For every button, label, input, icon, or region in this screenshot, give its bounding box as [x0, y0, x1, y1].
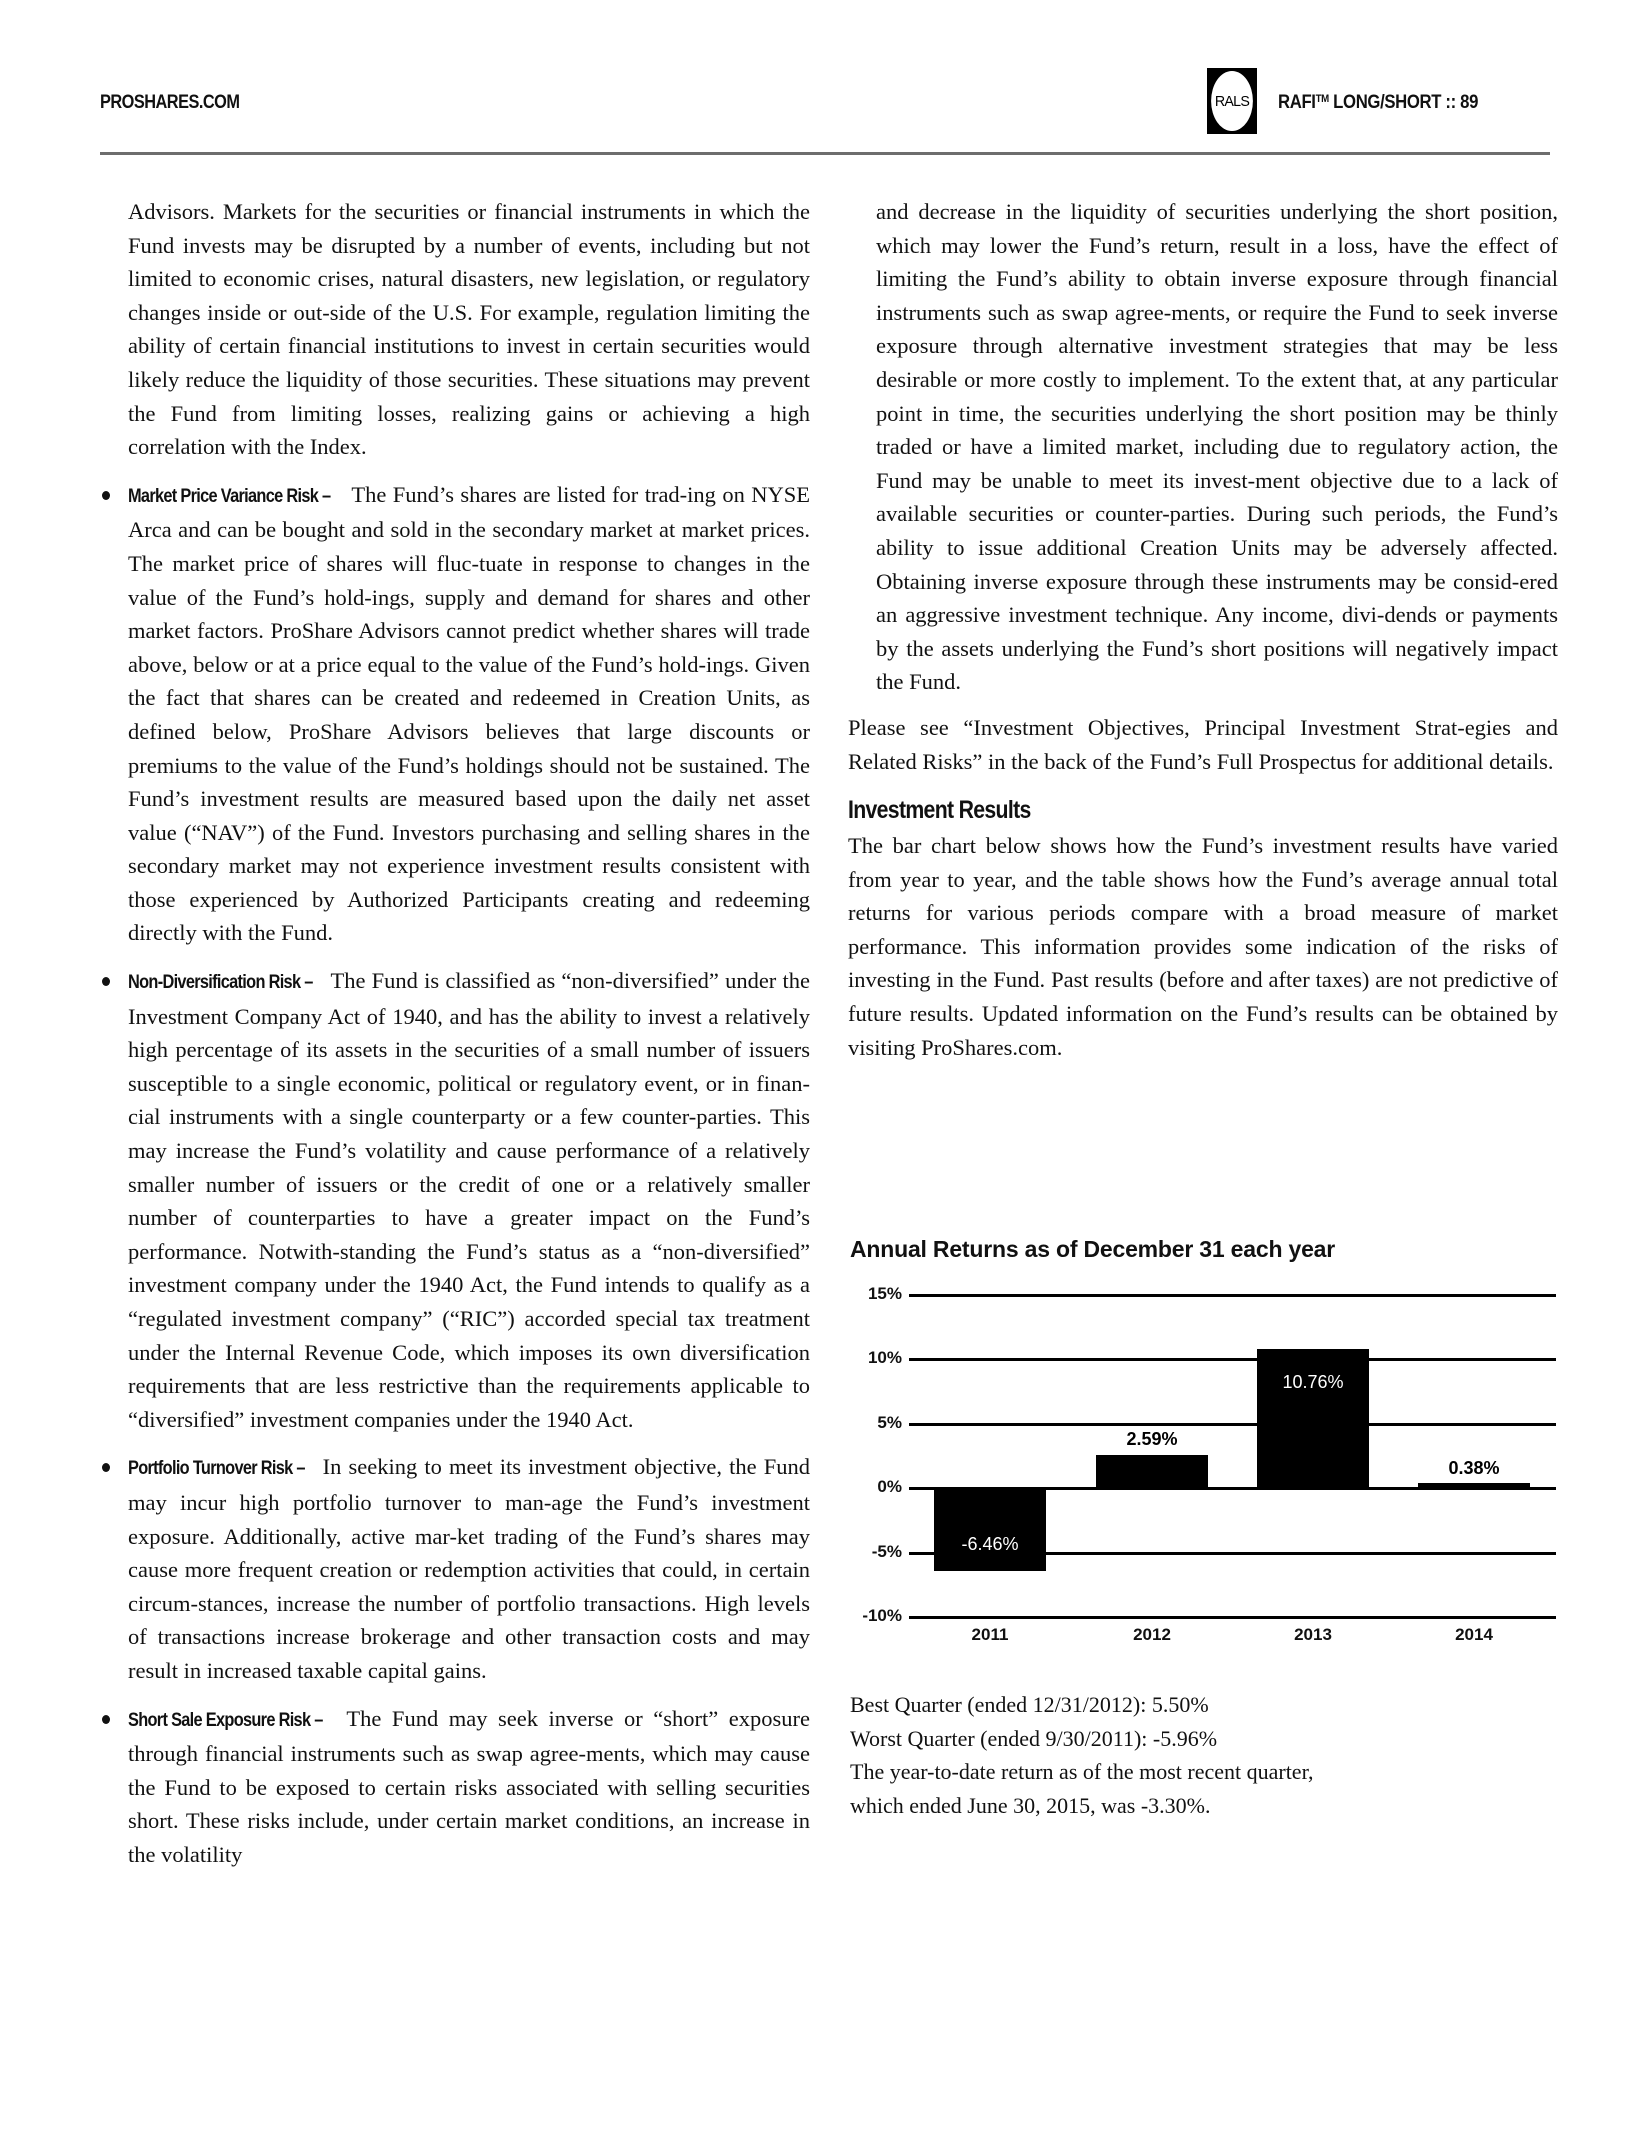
y-tick-label: 0% — [877, 1477, 902, 1496]
y-tick-label: 10% — [867, 1348, 902, 1367]
bullet-icon — [102, 1463, 110, 1472]
bar-2013 — [1257, 1349, 1369, 1489]
x-tick-label: 2013 — [1294, 1625, 1332, 1644]
y-tick-label: -10% — [862, 1606, 902, 1625]
quarter-stats — [850, 1688, 1314, 1822]
bar-value-label: -6.46% — [961, 1534, 1019, 1554]
risk-title: Non-Diversification Risk – — [128, 972, 313, 994]
x-tick-label: 2011 — [971, 1625, 1009, 1644]
investment-results-paragraph: The bar chart below shows how the Fund’s investment results have varied from year to year, and the table shows how the Fund’s average annual total returns for various periods compare with a broad measure of market performance. This information provides some indication of the risks of investing in the Fund. Past results (before and after taxes) are not predictive of future results. Updated information on the Fund’s results can be obtained by visiting ProShares.com. — [848, 833, 1558, 1060]
ytd-return-line-1: The year-to-date return as of the most recent quarter, — [850, 1759, 1314, 1784]
annual-returns-bar-chart — [840, 1280, 1560, 1660]
bar-2011 — [934, 1488, 1046, 1571]
risk-text: The Fund is classified as “non-diversified” under the Investment Company Act of 1940, and has the ability to invest a relatively high percentage of its assets in the securities of a small number of issuers susceptible to a single economic, political or regulatory event, or in finan-cial instruments with a single counterparty or a few counter-parties. This may increase the Fund’s volatility and cause performance of a relatively smaller number of issuers or the credit of one or a relatively smaller number of counterparties to have a greater impact on the Fund’s performance. Notwith-standing the Fund’s status as a “non-diversified” investment company under the 1940 Act, the Fund intends to qualify as a “regulated investment company” (“RIC”) accorded special tax treatment under the Internal Revenue Code, which imposes its own diversification requirements that are less restrictive than the requirements applicable to “diversified” investment companies under the 1940 Act. — [128, 968, 810, 1432]
x-tick-label: 2014 — [1455, 1625, 1493, 1644]
title-suffix: LONG/SHORT — [1328, 92, 1442, 113]
site-name: PROSHARES.COM — [100, 92, 240, 113]
bullet-icon — [102, 491, 110, 500]
risk-text: The Fund may seek inverse or “short” exposure through financial instruments such as swap agree-ments, which may cause the Fund to be exposed to certain risks associated with selling securities short. These risks include, under certain market conditions, an increase in the volatility — [128, 1705, 810, 1867]
y-tick-label: 5% — [877, 1413, 902, 1432]
gridline-5 — [909, 1423, 1556, 1426]
left-column — [100, 195, 810, 1872]
y-tick-label: 15% — [867, 1284, 902, 1303]
bar-2012 — [1096, 1455, 1208, 1489]
best-quarter: Best Quarter (ended 12/31/2012): 5.50% — [850, 1692, 1209, 1717]
header-divider — [100, 152, 1550, 155]
worst-quarter: Worst Quarter (ended 9/30/2011): -5.96% — [850, 1725, 1218, 1751]
bar-2014 — [1418, 1483, 1530, 1489]
see-also-paragraph: Please see “Investment Objectives, Principal Investment Strat-egies and Related Risks” in the back of the Fund’s Full Prospectus for additional details. — [848, 714, 1558, 774]
section-heading-investment-results: Investment Results — [848, 796, 1031, 825]
risk-item-portfolio-turnover — [100, 1450, 810, 1687]
ticker-label: RALS — [1211, 71, 1253, 131]
intro-paragraph: Advisors. Markets for the securities or financial instruments in which the Fund invests may be disrupted by a number of events, including but not limited to economic crises, natural disasters, new legislation, or regulatory changes inside or out-side of the U.S. For example, regulation limiting the ability of certain financial institutions to invest in certain securities would likely reduce the liquidity of those securities. These situations may prevent the Fund from limiting losses, realizing gains or achieving a high correlation with the Index. — [128, 199, 810, 460]
short-sale-continuation: and decrease in the liquidity of securities underlying the short position, which may lower the Fund’s return, result in a loss, have the effect of limiting the Fund’s ability to obtain inverse exposure through financial instruments such as swap agree-ments, or require the Fund to seek inverse exposure through alternative investment strategies that may be less desirable or more costly to implement. To the extent that, at any particular point in time, the securities underlying the short position may be thinly traded or have a limited market, including due to regulatory action, the Fund may be unable to meet its invest-ment objective due to a lack of available securities or counter-parties. During such periods, the Fund’s ability to issue additional Creation Units may be adversely affected. Obtaining inverse exposure through these instruments may be consid-ered an aggressive investment technique. Any income, divi-dends or payments by the assets underlying the Fund’s short positions will negatively impact the Fund. — [876, 199, 1558, 695]
gridline-neg10 — [909, 1616, 1556, 1619]
bar-value-label: 10.76% — [1282, 1372, 1344, 1392]
risk-title: Short Sale Exposure Risk – — [128, 1709, 323, 1731]
ytd-return-line-2: which ended June 30, 2015, was -3.30%. — [850, 1792, 1211, 1818]
gridline-10 — [909, 1358, 1556, 1361]
risk-text: The Fund’s shares are listed for trad-ing on NYSE Arca and can be bought and sold in the secondary market at market prices. The market price of shares will fluc-tuate in response to changes in the value of the Fund’s hold-ings, supply and demand for shares and other market factors. ProShare Advisors cannot predict whether shares will trade above, below or at a price equal to the value of the Fund’s hold-ings. Given the fact that shares can be created and redeemed in Creation Units, as defined below, ProShare Advisors believes that large discounts or premiums to the value of the Fund’s holdings should not be sustained. The Fund’s investment results are measured based upon the daily net asset value (“NAV”) of the Fund. Investors purchasing and selling shares in the secondary market may not experience investment results consistent with those experienced by Authorized Participants creating and redeeming directly with the Fund. — [128, 481, 810, 946]
x-tick-label: 2012 — [1133, 1625, 1171, 1644]
risk-item-market-price-variance — [100, 478, 810, 950]
page-number: 89 — [1460, 92, 1479, 113]
risk-item-short-sale-exposure — [100, 1702, 810, 1872]
right-column — [848, 195, 1558, 1064]
page-header-title — [1278, 92, 1478, 114]
y-tick-label: -5% — [871, 1542, 902, 1561]
bullet-icon — [102, 977, 110, 986]
risk-item-non-diversification — [100, 964, 810, 1436]
title-prefix: RAFI — [1278, 92, 1316, 113]
page-separator: :: — [1441, 92, 1461, 113]
fund-ticker-badge — [1207, 68, 1257, 134]
trademark-mark: TM — [1315, 93, 1329, 105]
risk-title: Market Price Variance Risk – — [128, 485, 331, 507]
risk-title: Portfolio Turnover Risk – — [128, 1458, 305, 1480]
chart-title: Annual Returns as of December 31 each year — [850, 1236, 1336, 1262]
bar-value-label: 0.38% — [1448, 1458, 1500, 1478]
bullet-icon — [102, 1715, 110, 1724]
gridline-15 — [909, 1294, 1556, 1297]
bar-value-label: 2.59% — [1126, 1429, 1178, 1449]
risk-text: In seeking to meet its investment objective, the Fund may incur high portfolio turnover to man-age the Fund’s investment exposure. Additionally, active mar-ket trading of the Fund’s shares may cause more frequent creation or redemption activities that could, in certain circum-stances, increase the number of portfolio transactions. High levels of transactions increase brokerage and other transaction costs and may result in increased taxable capital gains. — [128, 1454, 810, 1683]
